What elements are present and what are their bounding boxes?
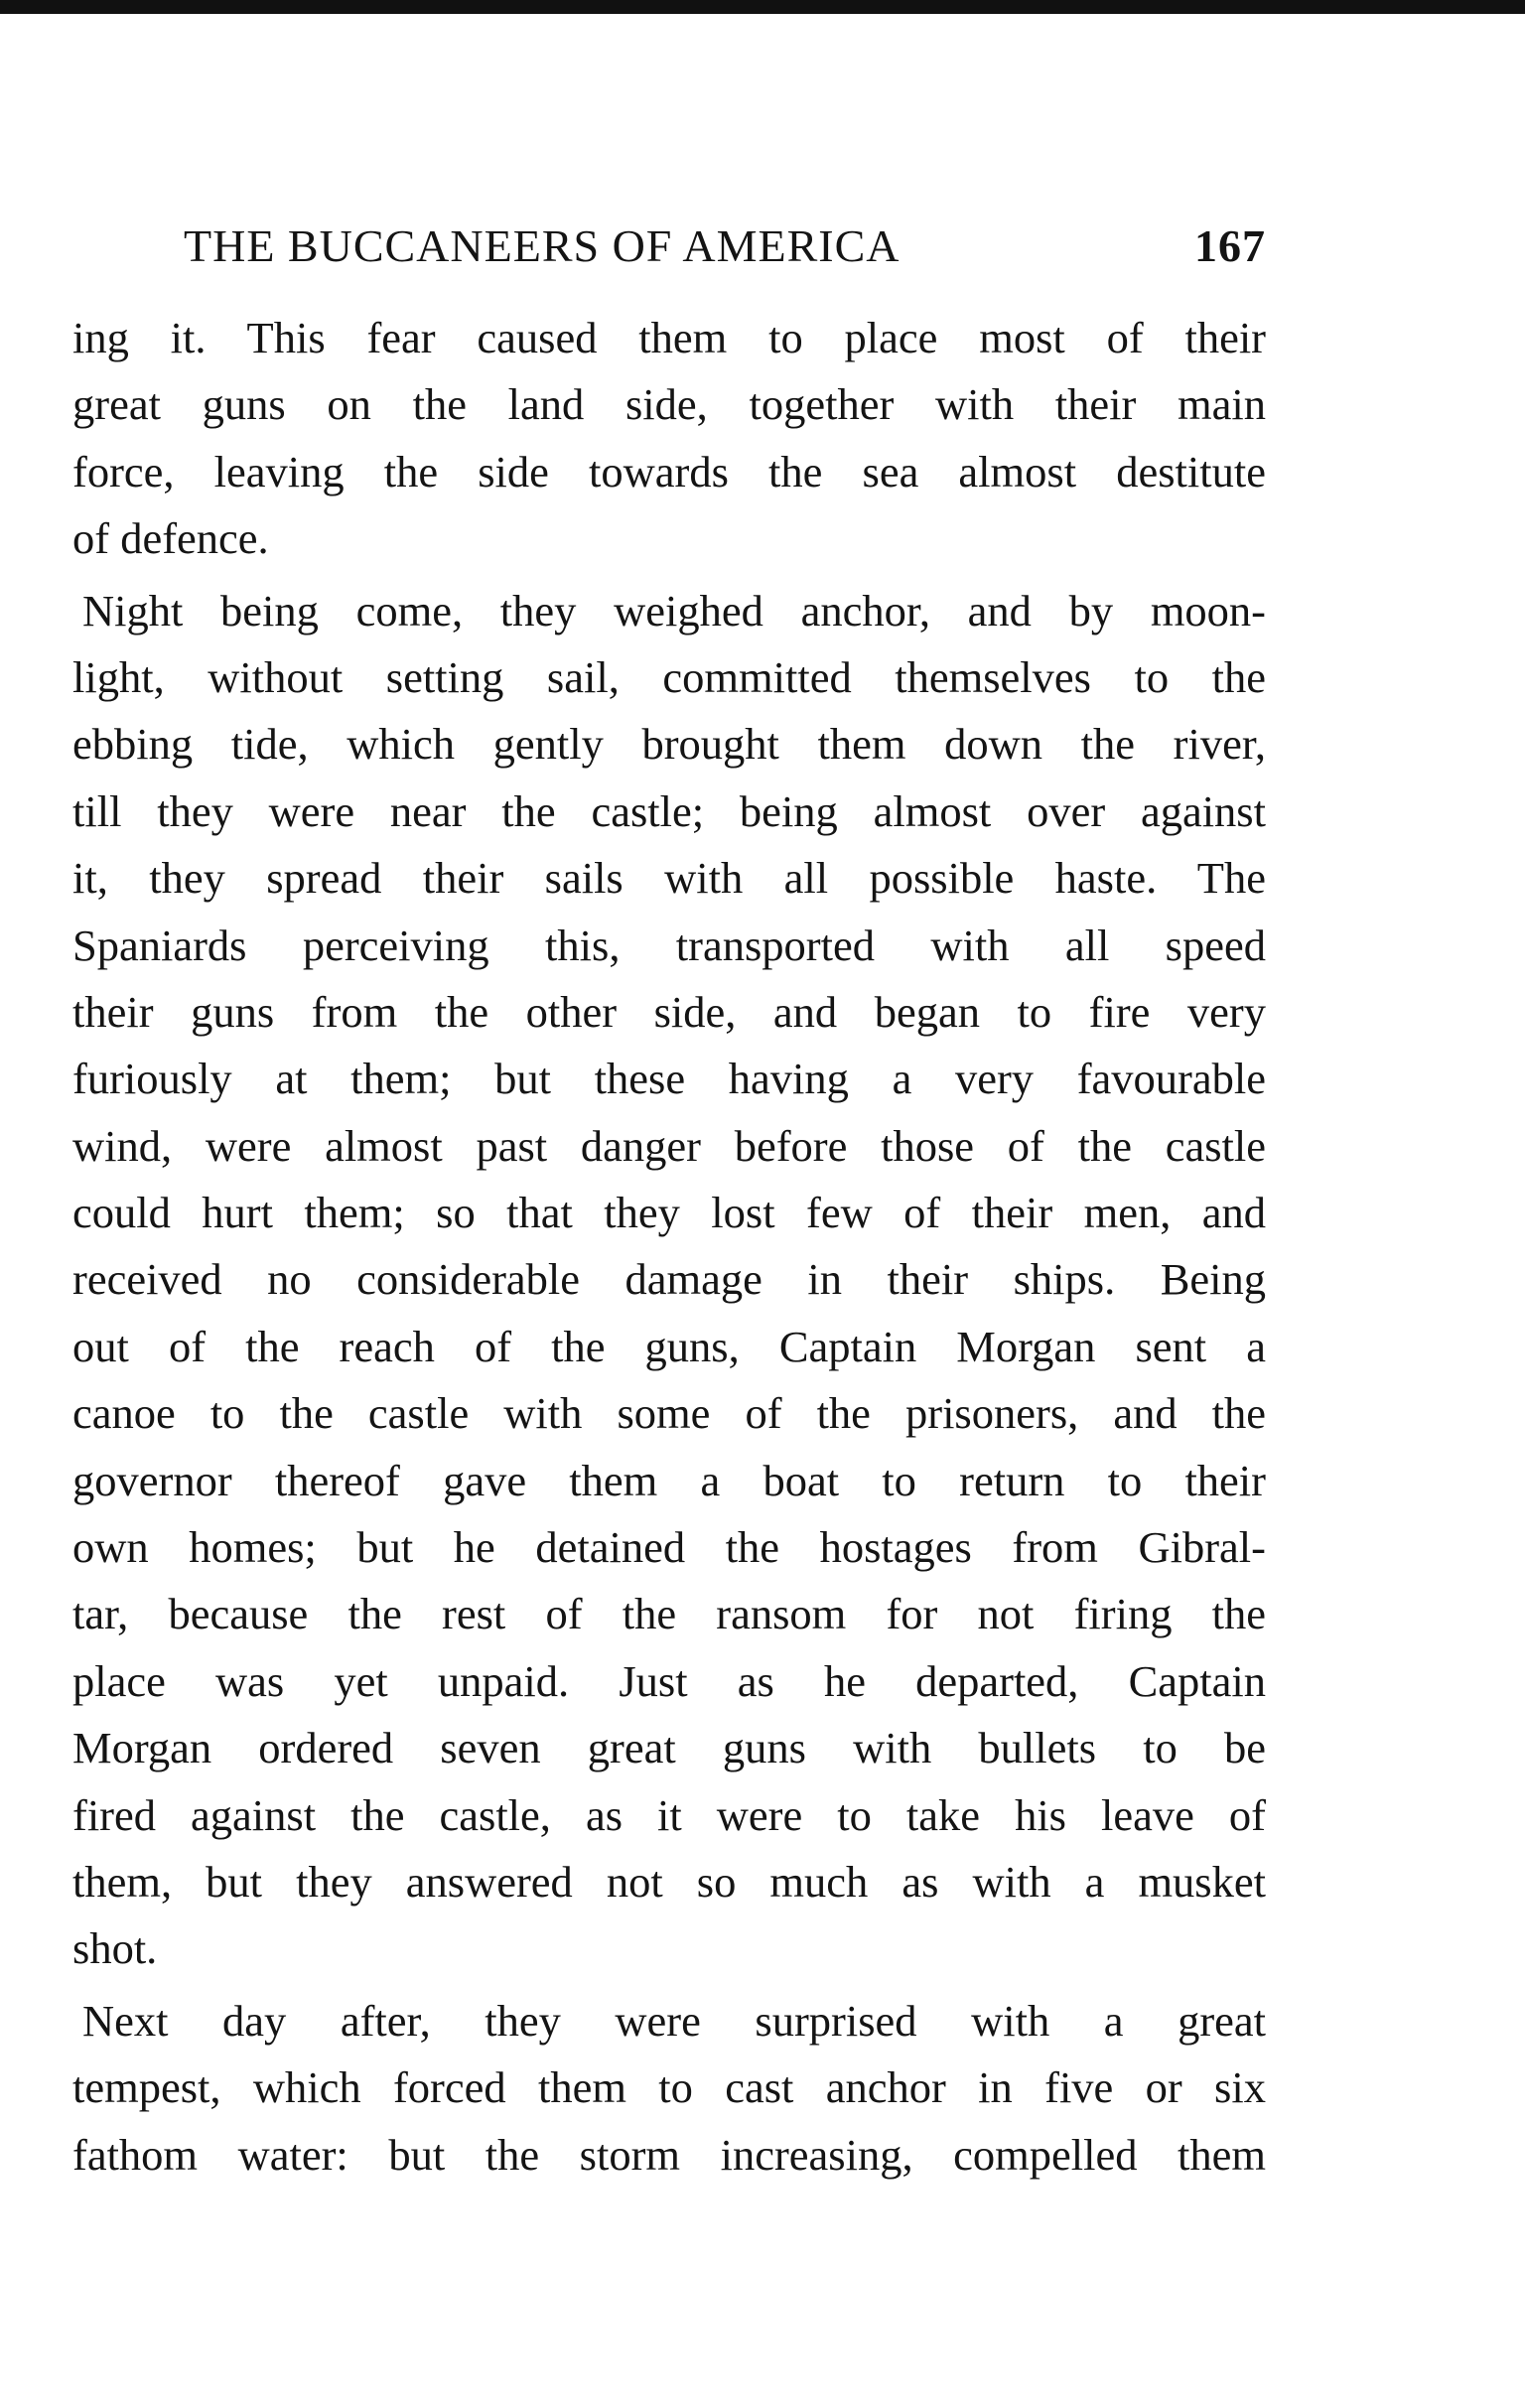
text-line: ing it. This fear caused them to place most of their [72,313,1266,362]
paragraph [72,578,1266,1983]
text-line: great guns on the land side, together with their main [72,379,1266,430]
text-line: Morgan ordered seven great guns with bullets to be [72,1723,1266,1773]
text-line: Night being come, they weighed anchor, and by moon- [82,585,1266,636]
text-line: Next day after, they were surprised with a great [82,1995,1266,2046]
text-line: force, leaving the side towards the sea almost destitute [72,446,1266,496]
text-line: canoe to the castle with some of the prisoners, and the [72,1388,1266,1439]
text-line: them, but they answered not so much as with a musket [72,1856,1266,1907]
page-number: 167 [1194,220,1266,271]
text-line: governor thereof gave them a boat to return to their [72,1455,1266,1505]
text-line: place was yet unpaid. Just as he departed, Captain [72,1655,1266,1706]
text-line: ebbing tide, which gently brought them down the river, [72,719,1266,770]
text-line: fired against the castle, as it were to take his leave of [72,1789,1266,1840]
text-line: furiously at them; but these having a very favourable [72,1054,1266,1104]
text-line: of defence. [72,513,269,564]
text-line: their guns from the other side, and began to fire very [72,986,1266,1037]
text-line: own homes; but he detained the hostages from Gibral- [72,1522,1266,1573]
text-line: could hurt them; so that they lost few of their men, and [72,1188,1266,1238]
running-title: THE BUCCANEERS OF AMERICA [184,220,901,271]
text-line: fathom water: but the storm increasing, compelled them [72,2129,1266,2180]
text-line: Spaniards perceiving this, transported with all speed [72,920,1266,970]
body-text [72,305,1266,2189]
top-rule [0,0,1525,14]
text-line: received no considerable damage in their ships. Being [72,1254,1266,1305]
paragraph [72,305,1266,573]
text-line: shot. [72,1923,158,1974]
text-line: tar, because the rest of the ransom for not firing the [72,1589,1266,1639]
text-line: it, they spread their sails with all possible haste. The [72,853,1266,904]
text-line: out of the reach of the guns, Captain Morgan sent a [72,1321,1266,1371]
text-line: light, without setting sail, committed themselves to the [72,651,1266,702]
paragraph [72,1988,1266,2189]
text-line: wind, were almost past danger before those of the castle [72,1120,1266,1171]
text-line: tempest, which forced them to cast anchor in five or six [72,2062,1266,2113]
running-head [184,216,1266,276]
text-line: till they were near the castle; being almost over against [72,785,1266,836]
